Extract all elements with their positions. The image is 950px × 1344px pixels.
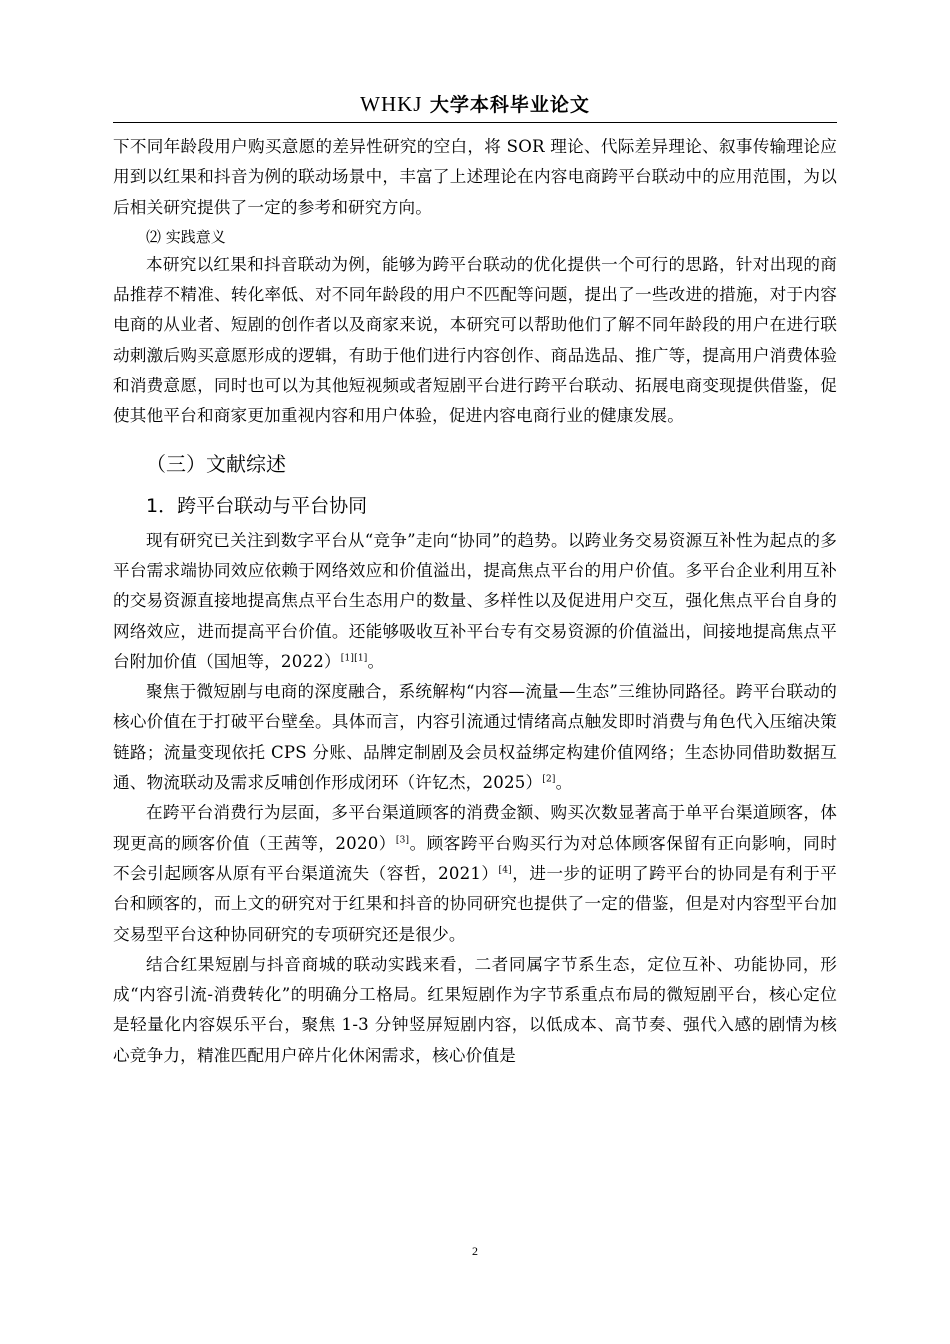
citation-ref: [2]: [542, 774, 556, 785]
citation-ref: [3]: [395, 835, 410, 846]
paragraph-text: ，进一步的证明了跨平台的协同是有利于平台和顾客的，而上文的研究对于红果和抖音的协同研究也提供了一定的借鉴，但是对内容型平台加交易型平台这种协同研究的专项研究还是很少。: [113, 863, 837, 944]
section-heading-literature-review: （三）文献综述: [146, 451, 286, 476]
header-prefix: WHKJ: [360, 92, 423, 116]
running-header: [113, 90, 837, 119]
paragraph-text: 。: [367, 651, 385, 671]
citation-ref: [1][1]: [340, 653, 368, 664]
paragraph-text: 在跨平台消费行为层面，多平台渠道顾客的消费金额、购买次数显著高于单平台渠道顾客，体现更高的顾客价值（王茜等，2020）: [113, 803, 837, 853]
paragraph-practical-significance: 本研究以红果和抖音联动为例，能够为跨平台联动的优化提供一个可行的思路，针对出现的商品推荐不精准、转化率低、对不同年龄段的用户不匹配等问题，提出了一些改进的措施，对于内容电商的从业者、短剧的创作者以及商家来说，本研究可以帮助他们了解不同年龄段的用户在进行联动刺激后购买意愿形成的逻辑，有助于他们进行内容创作、商品选品、推广等，提高用户消费体验和消费意愿，同时也可以为其他短视频或者短剧平台进行跨平台联动、拓展电商变现提供借鉴，促使其他平台和商家更加重视内容和用户体验，促进内容电商行业的健康发展。: [113, 254, 837, 426]
paragraph-text: 现有研究已关注到数字平台从“竞争”走向“协同”的趋势。以跨业务交易资源互补性为起点的多平台需求端协同效应依赖于网络效应和价值溢出，提高焦点平台的用户价值。多平台企业利用互补的交易资源直接地提高焦点平台生态用户的数量、多样性以及促进用户交互，强化焦点平台自身的网络效应，进而提高平台价值。还能够吸收互补平台专有交易资源的价值溢出，间接地提高焦点平台附加价值（国旭等，2022）: [113, 530, 837, 671]
paragraph-consumer-behavior: [113, 798, 837, 949]
page-number: 2: [472, 1244, 478, 1258]
header-rule: [113, 122, 837, 123]
paragraph-platform-synergy: [113, 526, 837, 677]
subsection-heading-cross-platform: 1．跨平台联动与平台协同: [146, 494, 368, 517]
paragraph-short-drama-ecommerce: [113, 677, 837, 798]
header-title: 大学本科毕业论文: [429, 94, 590, 116]
subheading-practical-significance: ⑵ 实践意义: [146, 227, 226, 246]
paragraph-text: 聚焦于微短剧与电商的深度融合，系统解构“内容—流量—生态”三维协同路径。跨平台联动的核心价值在于打破平台壁垒。具体而言，内容引流通过情绪高点触发即时消费与角色代入压缩决策链路；流量变现依托 CPS 分账、品牌定制剧及会员权益绑定构建价值网络；生态协同借助数据互通、物流联动及需求反哺创作形成闭环（许钇杰，2025）: [113, 682, 837, 793]
paragraph-text: 。顾客跨平台购买行为对总体顾客保留有正向影响，同时不会引起顾客从原有平台渠道流失（容哲，2021）: [113, 833, 837, 883]
paragraph-text: 。: [555, 773, 573, 793]
page-body: [113, 132, 837, 1071]
paragraph-continued: 下不同年龄段用户购买意愿的差异性研究的空白，将 SOR 理论、代际差异理论、叙事传输理论应用到以红果和抖音为例的联动场景中，丰富了上述理论在内容电商跨平台联动中的应用范围，为以后相关研究提供了一定的参考和研究方向。: [113, 137, 837, 217]
citation-ref: [4]: [498, 865, 512, 876]
paragraph-hongguo-douyin: 结合红果短剧与抖音商城的联动实践来看，二者同属字节系生态，定位互补、功能协同，形成“内容引流-消费转化”的明确分工格局。红果短剧作为字节系重点布局的微短剧平台，核心定位是轻量化内容娱乐平台，聚焦 1-3 分钟竖屏短剧内容，以低成本、高节奏、强代入感的剧情为核心竞争力，精准匹配用户碎片化休闲需求，核心价值是: [113, 954, 837, 1065]
